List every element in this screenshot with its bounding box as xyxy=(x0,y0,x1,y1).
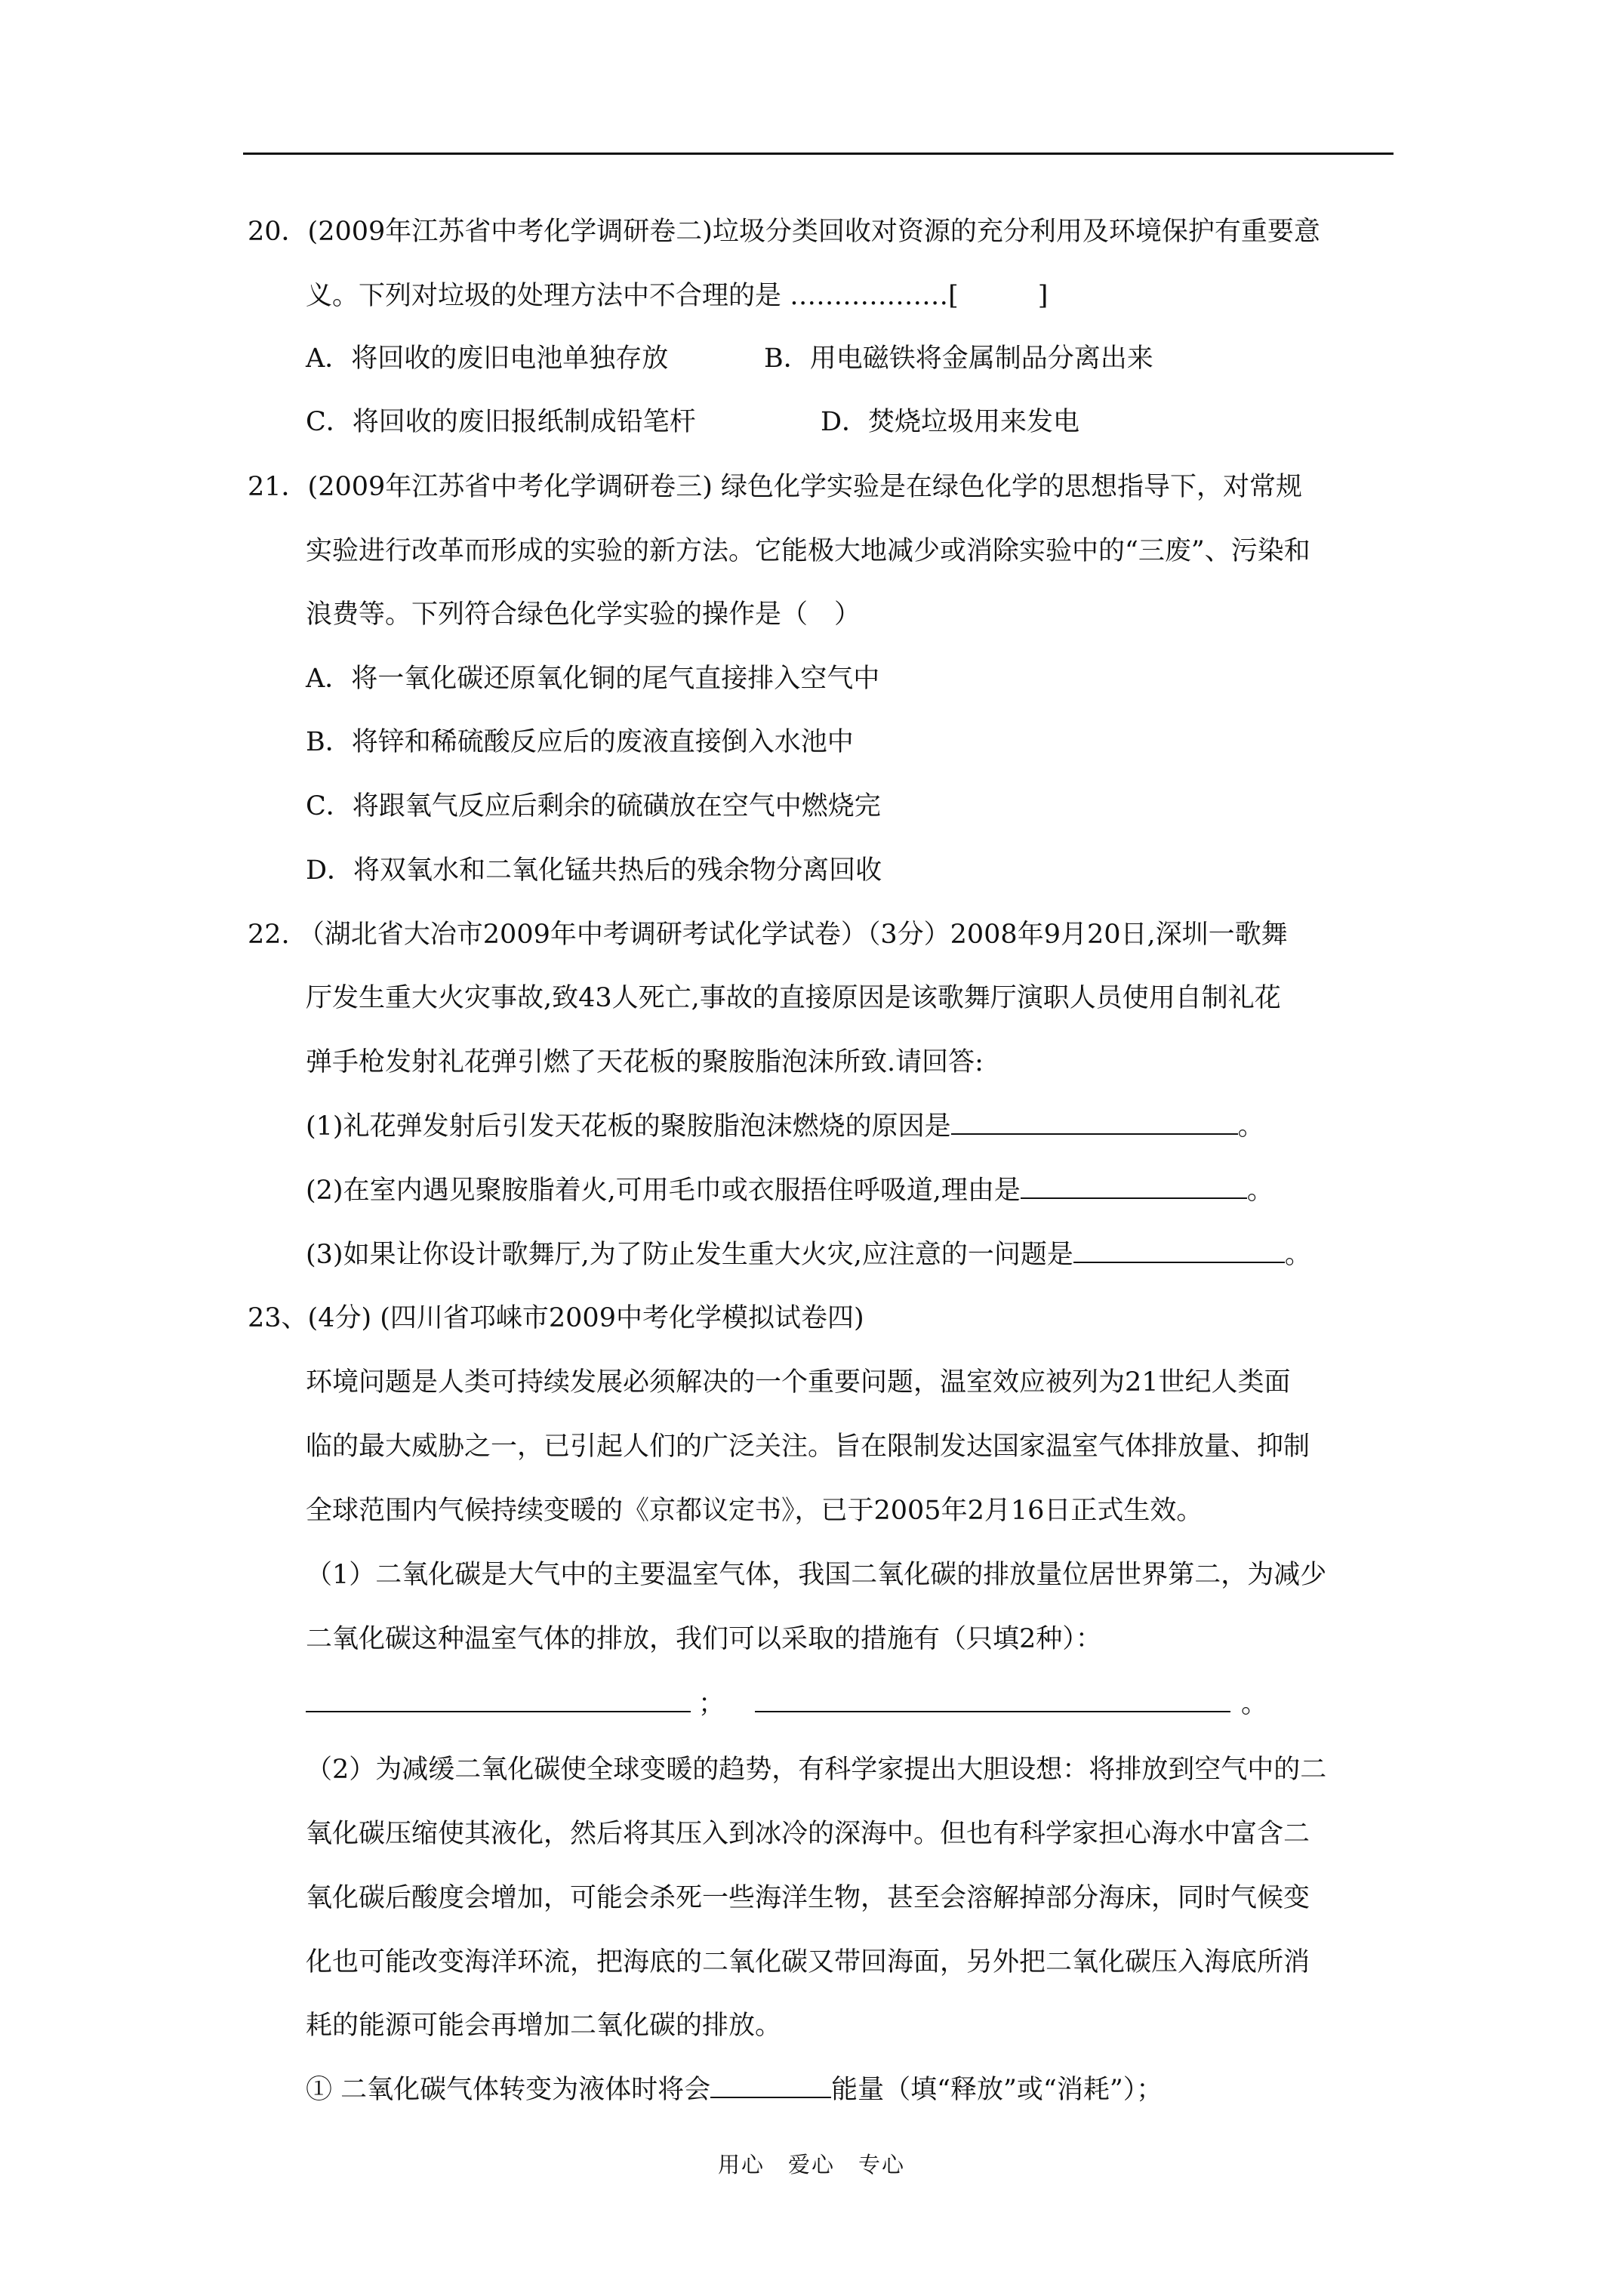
q23-circle-1-text-post: 能量（填“释放”或“消耗”）； xyxy=(831,2075,1163,2105)
q23-sub-1-line-1: （1）二氧化碳是大气中的主要温室气体，我国二氧化碳的排放量位居世界第二，为减少 xyxy=(306,1560,1327,1590)
q23-paragraph-line-1: 环境问题是人类可持续发展必须解决的一个重要问题，温室效应被列为21世纪人类面 xyxy=(306,1367,1291,1398)
q22-line-2: 厅发生重大火灾事故,致43人死亡,事故的直接原因是该歌舞厅演职人员使用自制礼花 xyxy=(306,983,1281,1013)
q22-sub-3 xyxy=(306,1238,1311,1271)
q23-paragraph-line-2: 临的最大威胁之一，已引起人们的广泛关注。旨在限制发达国家温室气体排放量、抑制 xyxy=(306,1432,1310,1462)
q22-sub-2-period: 。 xyxy=(1246,1176,1273,1206)
q21-option-d: D．将双氧水和二氧化锰共热后的残余物分离回收 xyxy=(306,855,882,886)
q21-option-c: C．将跟氧气反应后剩余的硫磺放在空气中燃烧完 xyxy=(306,791,881,821)
q22-answer-blank-3[interactable] xyxy=(1073,1239,1285,1263)
q23-sub-2-line-4: 化也可能改变海洋环流，把海底的二氧化碳又带回海面，另外把二氧化碳压入海底所消 xyxy=(306,1947,1310,1977)
q23-circle-1-text: ① 二氧化碳气体转变为液体时将会 xyxy=(306,2075,711,2105)
q22-sub-2 xyxy=(306,1174,1273,1207)
q23-header: 23、(4分) (四川省邛崃市2009中考化学模拟试卷四) xyxy=(248,1303,864,1333)
q21-option-a: A．将一氧化碳还原氧化铜的尾气直接排入空气中 xyxy=(306,664,880,694)
q23-answer-blank-2[interactable] xyxy=(755,1688,1230,1712)
q23-circle-1 xyxy=(306,2073,1163,2106)
q20-option-d: D．焚烧垃圾用来发电 xyxy=(821,407,1080,437)
q21-line-3: 浪费等。下列符合绿色化学实验的操作是（ ） xyxy=(306,599,861,630)
q20-option-c: C．将回收的废旧报纸制成铅笔杆 xyxy=(306,407,696,437)
q22-sub-3-period: 。 xyxy=(1284,1240,1311,1270)
q23-sub-1-line-2: 二氧化碳这种温室气体的排放，我们可以采取的措施有（只填2种）： xyxy=(306,1624,1102,1654)
q23-period: 。 xyxy=(1241,1689,1268,1719)
q21-line-2: 实验进行改革而形成的实验的新方法。它能极大地减少或消除实验中的“三废”、污染和 xyxy=(306,536,1310,566)
q23-sub-1-answers xyxy=(306,1687,1267,1721)
header-rule xyxy=(243,153,1394,155)
q23-answer-blank-3[interactable] xyxy=(710,2074,831,2098)
q22-sub-1-text: (1)礼花弹发射后引发天花板的聚胺脂泡沫燃烧的原因是 xyxy=(306,1111,951,1142)
q23-sub-2-line-2: 氧化碳压缩使其液化，然后将其压入到冰冷的深海中。但也有科学家担心海水中富含二 xyxy=(306,1819,1310,1849)
q23-answer-blank-1[interactable] xyxy=(306,1688,691,1712)
q23-paragraph-line-3: 全球范围内气候持续变暖的《京都议定书》，已于2005年2月16日正式生效。 xyxy=(306,1496,1203,1526)
q22-sub-2-text: (2)在室内遇见聚胺脂着火,可用毛巾或衣服捂住呼吸道,理由是 xyxy=(306,1176,1021,1206)
q22-answer-blank-2[interactable] xyxy=(1021,1175,1247,1199)
q23-sub-2-line-1: （2）为减缓二氧化碳使全球变暖的趋势，有科学家提出大胆设想：将排放到空气中的二 xyxy=(306,1755,1327,1785)
q22-sub-1-period: 。 xyxy=(1237,1111,1264,1142)
q21-option-b: B．将锌和稀硫酸反应后的废液直接倒入水池中 xyxy=(306,727,854,757)
q22-line-3: 弹手枪发射礼花弹引燃了天花板的聚胺脂泡沫所致.请回答: xyxy=(306,1047,984,1077)
q23-semicolon: ； xyxy=(698,1689,725,1719)
q20-line-1: 20．(2009年江苏省中考化学调研卷二)垃圾分类回收对资源的充分利用及环境保护有重要意 xyxy=(248,217,1320,247)
q21-line-1: 21．(2009年江苏省中考化学调研卷三) 绿色化学实验是在绿色化学的思想指导下，对常规 xyxy=(248,472,1303,502)
q23-sub-2-line-5: 耗的能源可能会再增加二氧化碳的排放。 xyxy=(306,2011,782,2041)
q20-option-a: A．将回收的废旧电池单独存放 xyxy=(306,344,669,374)
page-footer: 用心 爱心 专心 xyxy=(717,2152,905,2177)
q20-option-b: B．用电磁铁将金属制品分离出来 xyxy=(764,344,1153,374)
q22-sub-1 xyxy=(306,1110,1264,1143)
q22-sub-3-text: (3)如果让你设计歌舞厅,为了防止发生重大火灾,应注意的一问题是 xyxy=(306,1240,1073,1270)
q22-line-1: 22. （湖北省大冶市2009年中考调研考试化学试卷）（3分）2008年9月20日,深圳一歌舞 xyxy=(248,920,1288,950)
q22-answer-blank-1[interactable] xyxy=(951,1111,1238,1135)
q20-line-2: 义。下列对垃圾的处理方法中不合理的是 ………………[ ] xyxy=(306,281,1049,311)
q23-sub-2-line-3: 氧化碳后酸度会增加，可能会杀死一些海洋生物，甚至会溶解掉部分海床，同时气候变 xyxy=(306,1883,1310,1913)
